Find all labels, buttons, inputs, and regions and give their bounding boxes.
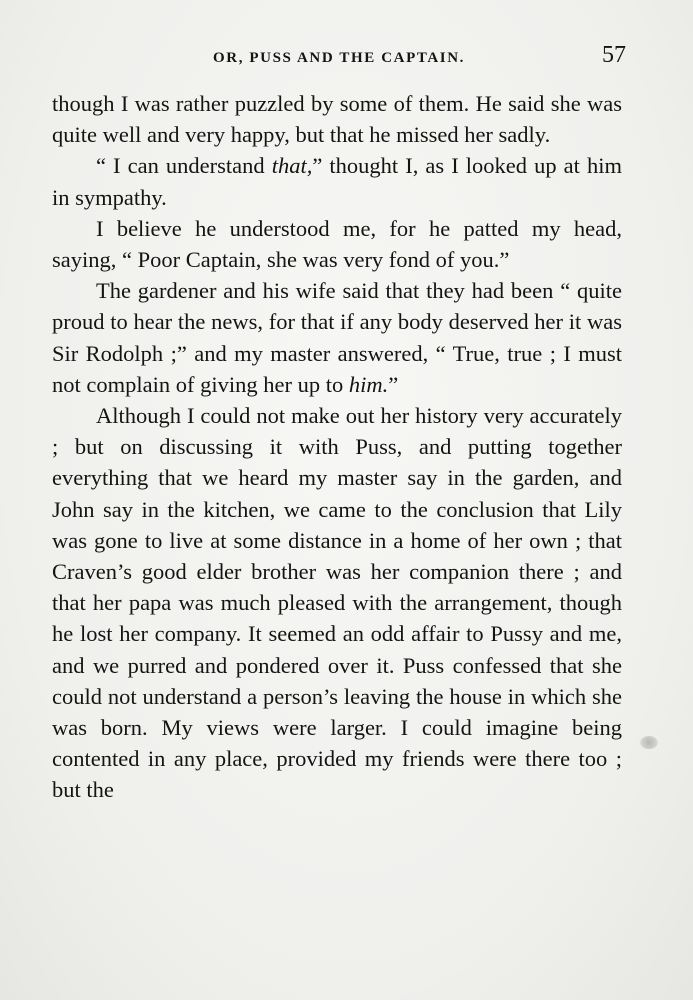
text-segment: ” <box>388 371 399 397</box>
running-head: OR, PUSS AND THE CAPTAIN. <box>213 50 465 66</box>
paragraph <box>52 213 622 275</box>
text-segment: “ I can understand <box>96 153 272 179</box>
italic-text: him. <box>348 371 389 397</box>
paragraph <box>52 88 622 150</box>
text-segment: Although I could not make out her history very accurately ; but on discussing it with Puss, and putting together everything that we heard my master say in the garden, and John say in the kitchen, we came to the conclusion that Lily was gone to live at some distance in a home of her own ; that Craven’s good elder brother was her companion there ; and that her papa was much pleased with the arrangement, though he lost her company. It seemed an odd affair to Pussy and me, and we purred and pondered over it. Puss confessed that she could not understand a person’s leaving the house in which she was born. My views were larger. I could imagine being contented in any place, provided my friends were there too ; but the <box>52 403 622 803</box>
italic-text: that, <box>271 153 313 179</box>
page-number: 57 <box>602 42 626 68</box>
paragraph <box>52 400 622 806</box>
page-header <box>52 40 626 80</box>
paragraph <box>52 275 622 400</box>
text-segment: ” thought I, as I looked up at him in sympathy. <box>52 153 622 210</box>
text-segment: The gardener and his wife said that they had been “ quite proud to hear the news, for that if any body deserved her it was Sir Rodolph ;” and my master answered, “ True, true ; I must not complain of giving her up to <box>52 278 622 397</box>
body-text <box>52 88 622 806</box>
paragraph <box>52 150 622 212</box>
paper-smudge <box>640 736 658 749</box>
text-segment: though I was rather puzzled by some of them. He said she was quite well and very happy, but that he missed her sadly. <box>52 91 622 148</box>
text-segment: I believe he understood me, for he patted my head, saying, “ Poor Captain, she was very fond of you.” <box>52 215 622 273</box>
